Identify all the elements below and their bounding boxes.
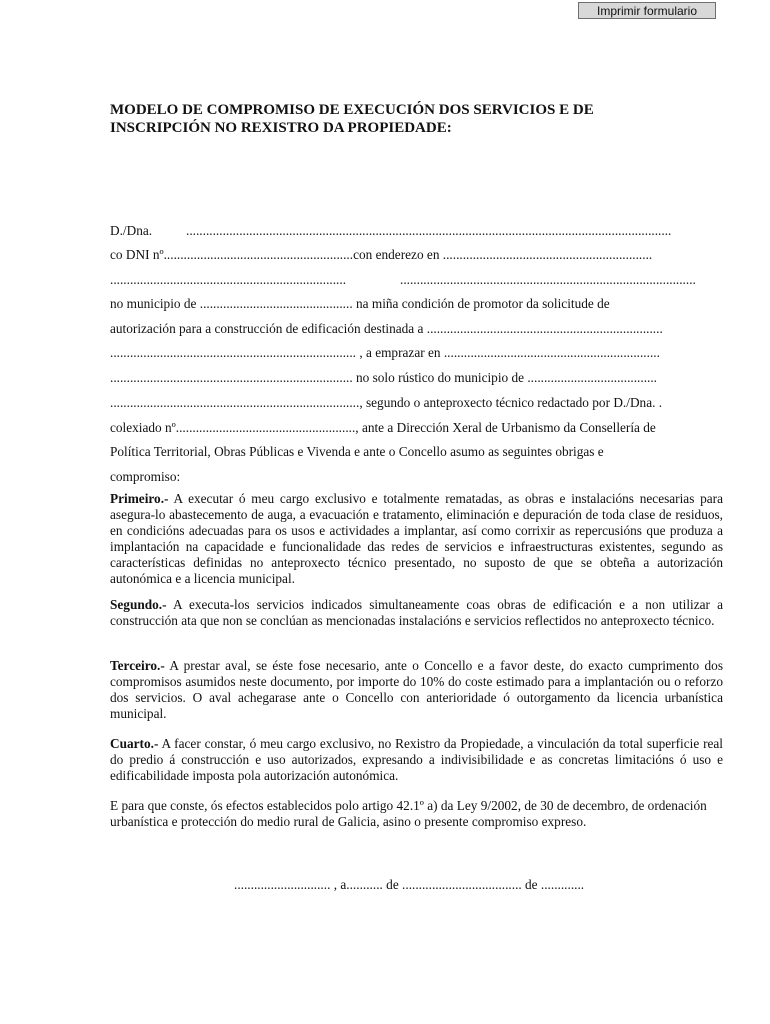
ministry-line: Política Territorial, Obras Públicas e Vivenda e ante o Concello asumo as seguintes obrigas e (110, 444, 604, 459)
closing-paragraph: E para que conste, ós efectos establecidos polo artigo 42.1º a) da Ley 9/2002, de 30 de decembro, de ordenación urbanística e protección do medio rural de Galicia, asino o presente compromiso expreso. (110, 798, 707, 829)
municipality-line[interactable]: no municipio de .............................................. na miña condición de promotor da solicitude de (110, 296, 610, 311)
address-field-1[interactable]: ....................................................................... (110, 272, 347, 287)
building-purpose-line[interactable]: autorización para a construcción de edificación destinada a ....................................................................... (110, 321, 663, 336)
date-place-line[interactable]: ............................. , a........... de .................................... de ............. (234, 877, 585, 892)
project-author-line[interactable]: ..........................................................................., segundo o anteproxecto técnico redactado por D./Dna. . (110, 395, 663, 410)
clause-cuarto (110, 736, 723, 784)
clause-text: A executa-los servicios indicados simultaneamente coas obras de edificación e a non utilizar a construcción ata que non se conclúan as mencionadas instalacións e servicios reflectidos no anteproxecto técnico. (110, 597, 723, 628)
rustic-land-line[interactable]: ......................................................................... no solo rústico do municipio de ....................................... (110, 370, 658, 385)
dni-address-line[interactable]: co DNI nº.........................................................con enderezo en ............................................................... (110, 247, 653, 262)
registration-line[interactable]: colexiado nº......................................................, ante a Dirección Xeral de Urbanismo da Consellería de (110, 420, 656, 435)
clause-primeiro (110, 491, 723, 587)
print-form-button[interactable]: Imprimir formulario (578, 2, 716, 19)
name-field[interactable]: .................................................................................................................................................. (186, 223, 672, 238)
clause-text: A executar ó meu cargo exclusivo e totalmente rematadas, as obras e instalacións necesarias para asegura-lo abastecemento de auga, a evacuación e tratamento, eliminación e depuración de toda clase de residuos, en condicións adecuadas para os usos e actividades a implantar, así como corrixir as repercusións que produza a implantación na capacidade e funcionalidade das redes de servicios e infraestructuras existentes, segundo as características definidas no anteproxecto técnico presentado, no suposto de que se obteña a autorización autonómica e a licencia municipal. (110, 491, 723, 586)
document-title: MODELO DE COMPROMISO DE EXECUCIÓN DOS SERVICIOS E DE INSCRIPCIÓN NO REXISTRO DA PROPIEDADE: (110, 102, 594, 136)
address-field-2[interactable]: ......................................................................................... (400, 272, 696, 287)
clause-text: A prestar aval, se éste fose necesario, ante o Concello e a favor deste, do exacto cumprimento dos compromisos asumidos neste documento, por importe do 10% do coste estimado para a implantación ou o reforzo dos servicios. O aval achegarase ante o Concello con anterioridade ó outorgamento da licencia urbanística municipal. (110, 658, 723, 721)
clause-heading: Primeiro.- (110, 491, 169, 506)
location-line[interactable]: .......................................................................... , a emprazar en ................................................................. (110, 345, 660, 360)
clause-text: A facer constar, ó meu cargo exclusivo, no Rexistro da Propiedade, a vinculación da total superficie real do predio á construcción e uso autorizados, expresando a indivisibilidade e as concretas limitacións ó uso e edificabilidade imposta pola autorización autonómica. (110, 736, 723, 783)
clause-heading: Segundo.- (110, 597, 167, 612)
commitment-label: compromiso: (110, 469, 181, 484)
clause-heading: Terceiro.- (110, 658, 165, 673)
clause-terceiro (110, 658, 723, 722)
clause-heading: Cuarto.- (110, 736, 159, 751)
clause-segundo (110, 597, 723, 629)
name-label: D./Dna. (110, 223, 153, 238)
